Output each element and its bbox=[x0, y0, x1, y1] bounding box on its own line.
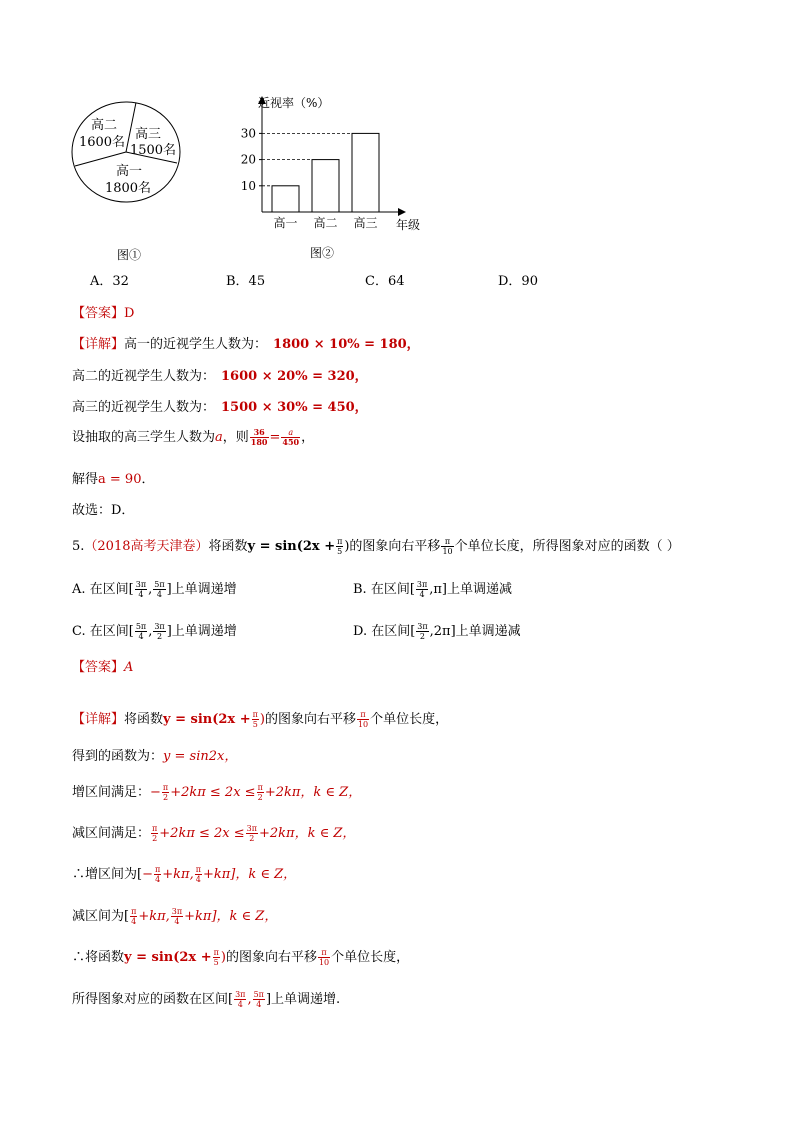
q5-option-a[interactable] bbox=[72, 578, 237, 599]
fraction: $\frac{\pi}{2}$ bbox=[257, 783, 263, 802]
line-math: +kπ]，k ∈ Z， bbox=[202, 867, 297, 882]
q4-detail-line1 bbox=[72, 333, 420, 352]
bar-2 bbox=[312, 160, 339, 212]
fraction: $\frac{5\pi}{4}$ bbox=[253, 990, 264, 1009]
option-text: A. 在区间[ bbox=[72, 582, 134, 597]
q5-stem-text: )的图象向右平移 bbox=[344, 539, 441, 554]
line-math: +2kπ，k ∈ Z， bbox=[264, 785, 362, 800]
fraction: $\frac{\pi}{5}$ bbox=[252, 710, 258, 729]
answer-tag: 【答案】 bbox=[72, 660, 125, 675]
fraction: $\frac{3\pi}{2}$ bbox=[246, 824, 258, 843]
line-text: 个单位长度， bbox=[370, 712, 449, 727]
fraction: $\frac{\pi}{5}$ bbox=[213, 948, 219, 967]
line-math: +kπ]，k ∈ Z， bbox=[184, 909, 278, 924]
q4-detail-line3 bbox=[72, 396, 368, 415]
q4-answer-line bbox=[72, 302, 134, 321]
slice-label-gao3: 高三 bbox=[134, 127, 162, 142]
fraction: $\frac{5\pi}{4}$ bbox=[135, 622, 147, 641]
q5-detail-line3 bbox=[72, 781, 361, 802]
q5-detail-line2 bbox=[72, 745, 237, 764]
slice-count-gao2: 1600名 bbox=[78, 135, 126, 150]
line-text: 将函数 bbox=[124, 712, 164, 727]
line-math: y = sin2x， bbox=[163, 749, 238, 764]
q5-option-d[interactable] bbox=[353, 620, 521, 641]
fraction: $\frac{3\pi}{4}$ bbox=[416, 580, 428, 599]
option-text: ]上单调递增 bbox=[166, 624, 237, 639]
choice-b[interactable]: B．45 bbox=[226, 274, 266, 289]
y-axis-label: 近视率（%） bbox=[258, 96, 330, 110]
fraction: $\frac{\pi}{5}$ bbox=[337, 537, 343, 556]
line-math: 1600 × 20% = 320， bbox=[221, 369, 368, 384]
fraction: $\frac{\pi}{10}$ bbox=[442, 537, 453, 556]
fraction: $\frac{\pi}{4}$ bbox=[195, 865, 201, 884]
option-text: D. 在区间[ bbox=[353, 624, 416, 639]
line-math: +kπ, bbox=[138, 909, 170, 924]
q5-source: （2018高考天津卷） bbox=[84, 539, 209, 554]
q5-answer-line bbox=[72, 656, 133, 675]
option-text: C. 在区间[ bbox=[72, 624, 134, 639]
line-math: y = sin(2x + bbox=[163, 712, 251, 727]
q5-option-b[interactable] bbox=[353, 578, 512, 599]
line-text: ∴将函数 bbox=[72, 950, 125, 965]
choice-d[interactable]: D．90 bbox=[498, 274, 538, 289]
line-text: 设抽取的高三学生人数为 bbox=[72, 430, 216, 445]
line-math: 1800 × 10% = 180， bbox=[273, 337, 420, 352]
choice-c[interactable]: C．64 bbox=[365, 274, 405, 289]
fraction: $\frac{3\pi}{2}$ bbox=[417, 622, 428, 641]
equals: = bbox=[269, 430, 281, 445]
line-math: − bbox=[142, 867, 153, 882]
line-text: 减区间为[ bbox=[72, 909, 130, 924]
detail-tag: 【详解】 bbox=[72, 712, 125, 727]
option-text: ,2π]上单调递减 bbox=[429, 624, 521, 639]
slice-label-gao2: 高二 bbox=[90, 118, 118, 133]
x-tick-label-1: 高一 bbox=[273, 216, 298, 230]
line-math: +2kπ，k ∈ Z， bbox=[259, 826, 356, 841]
answer-tag: 【答案】 bbox=[72, 306, 125, 321]
bar-3 bbox=[352, 133, 379, 212]
line-text: 故选：D． bbox=[72, 503, 135, 518]
line-text: ， bbox=[301, 430, 315, 445]
q5-stem-text: 将函数 bbox=[208, 539, 248, 554]
q5-detail-line8 bbox=[72, 988, 340, 1009]
q5-detail-line1: 【详解】将函数y = sin(2x + $\frac{\pi}{5}$ )的图象向右平移 $\frac{\pi}{10}$ 个单位长度， bbox=[72, 710, 449, 729]
var-a: a bbox=[215, 430, 223, 445]
line-math: +2kπ ≤ 2x ≤ bbox=[159, 826, 245, 841]
bar-1 bbox=[272, 186, 299, 212]
slice-label-gao1: 高一 bbox=[115, 164, 143, 179]
line-text: 的图象向右平移 bbox=[264, 712, 356, 727]
q4-detail-line6 bbox=[72, 499, 134, 518]
line-text: 所得图象对应的函数在区间[ bbox=[72, 992, 234, 1007]
slice-count-gao1: 1800名 bbox=[104, 181, 152, 196]
line-math: , bbox=[247, 992, 252, 1007]
q5-stem bbox=[72, 535, 680, 556]
q4-detail-line2 bbox=[72, 365, 368, 384]
fraction: $\frac{\pi}{2}$ bbox=[152, 824, 158, 843]
line-text: 高一的近视学生人数为： bbox=[124, 337, 268, 352]
q5-number: 5. bbox=[72, 539, 85, 554]
q5-detail-line6 bbox=[72, 905, 277, 926]
q5-option-c[interactable] bbox=[72, 620, 237, 641]
line-text: 得到的函数为： bbox=[72, 749, 164, 764]
y-tick-label-3: 30 bbox=[240, 126, 256, 141]
figure2-caption: 图② bbox=[310, 246, 335, 260]
q5-detail-line7: ∴将函数y = sin(2x + $\frac{\pi}{5}$ )的图象向右平移 $\frac{\pi}{10}$ 个单位长度， bbox=[72, 948, 410, 967]
line-math: a = 90 bbox=[98, 472, 142, 487]
figure1-caption: 图① bbox=[117, 248, 142, 262]
x-axis-label: 年级 bbox=[396, 218, 421, 232]
q5-stem-text: 个单位长度，所得图象对应的函数（ ） bbox=[454, 539, 680, 554]
fraction: $\frac{\pi}{4}$ bbox=[154, 865, 161, 884]
line-text: ∴增区间为[ bbox=[72, 867, 143, 882]
y-tick-label-1: 10 bbox=[240, 178, 256, 193]
fraction: $\frac{3\pi}{4}$ bbox=[235, 990, 246, 1009]
line-math: +2kπ ≤ 2x ≤ bbox=[170, 785, 256, 800]
line-text: 增区间满足： bbox=[72, 785, 151, 800]
line-text: 个单位长度， bbox=[331, 950, 410, 965]
line-text: ，则 bbox=[222, 430, 249, 445]
line-math: y = sin(2x + bbox=[124, 950, 212, 965]
q5-detail-line4 bbox=[72, 822, 355, 843]
y-tick-label-2: 20 bbox=[240, 152, 256, 167]
answer-value: D bbox=[124, 306, 135, 321]
fraction: $\frac{\pi}{10}$ bbox=[357, 710, 369, 729]
q4-detail-line5 bbox=[72, 468, 154, 487]
fraction: $\frac{5\pi}{4}$ bbox=[154, 580, 165, 599]
fraction: $\frac{\pi}{2}$ bbox=[162, 783, 169, 802]
line-text: 解得 bbox=[72, 472, 99, 487]
line-text: 的图象向右平移 bbox=[225, 950, 317, 965]
answer-value: A bbox=[124, 660, 134, 675]
option-text: , bbox=[148, 582, 153, 597]
x-tick-label-3: 高三 bbox=[353, 216, 378, 230]
line-text: 减区间满足： bbox=[72, 826, 151, 841]
slice-count-gao3: 1500名 bbox=[129, 143, 177, 158]
line-text: 高二的近视学生人数为： bbox=[72, 369, 216, 384]
q5-detail-line5 bbox=[72, 863, 296, 884]
fraction: $\frac{36}{180}$ bbox=[250, 427, 268, 447]
fraction: $\frac{\pi}{10}$ bbox=[318, 948, 330, 967]
fraction: $\frac{3\pi}{4}$ bbox=[135, 580, 147, 599]
line-math: +kπ, bbox=[162, 867, 194, 882]
option-text: , bbox=[148, 624, 153, 639]
option-text: ,π]上单调递减 bbox=[429, 582, 512, 597]
option-text: ]上单调递增 bbox=[166, 582, 237, 597]
bar-chart-figure bbox=[236, 92, 426, 237]
q4-detail-line4 bbox=[72, 426, 314, 447]
q5-func: y = sin(2x + bbox=[247, 539, 336, 554]
fraction: $\frac{a}{450}$ bbox=[282, 428, 300, 447]
fraction: $\frac{\pi}{4}$ bbox=[131, 907, 137, 926]
option-text: B. 在区间[ bbox=[353, 582, 415, 597]
choice-a[interactable]: A．32 bbox=[90, 274, 129, 289]
line-text: 高三的近视学生人数为： bbox=[72, 400, 216, 415]
line-math: 1500 × 30% = 450， bbox=[221, 400, 368, 415]
line-text: ]上单调递增. bbox=[265, 992, 341, 1007]
line-math: − bbox=[150, 785, 161, 800]
detail-tag: 【详解】 bbox=[72, 337, 125, 352]
fraction: $\frac{3\pi}{4}$ bbox=[171, 907, 183, 926]
x-tick-label-2: 高二 bbox=[313, 216, 338, 230]
line-text: ． bbox=[141, 472, 155, 487]
fraction: $\frac{3\pi}{2}$ bbox=[154, 622, 165, 641]
pie-chart-figure bbox=[66, 98, 191, 208]
